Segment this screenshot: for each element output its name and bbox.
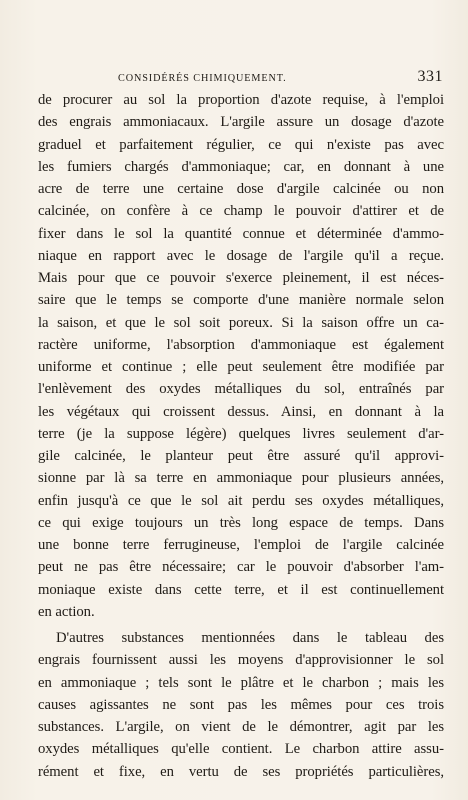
text-line: gile calcinée, le planteur peut être assuré qu'il approvi-	[38, 448, 444, 464]
text-line: enfin jusqu'à ce que le sol ait perdu ses oxydes métalliques,	[38, 492, 444, 509]
text-line: uniforme et continue ; elle peut seulement être modifiée par	[38, 359, 444, 375]
page-number: 331	[417, 68, 443, 85]
text-line: en ammoniaque ; tels sont le plâtre et le charbon ; mais les	[38, 674, 444, 691]
text-line: en action.	[38, 603, 95, 620]
text-line: moniaque existe dans cette terre, et il est continuellement	[38, 581, 444, 598]
text-line: l'enlèvement des oxydes métalliques du sol, entraînés par	[38, 381, 444, 398]
text-line: la saison, et que le sol soit poreux. Si la saison offre un ca-	[38, 314, 444, 331]
running-title: CONSIDÉRÉS CHIMIQUEMENT.	[118, 73, 287, 84]
paragraph-2	[38, 627, 444, 783]
text-line: D'autres substances mentionnées dans le tableau des	[56, 630, 444, 646]
text-line: calcinée, on confère à ce champ le pouvoir d'attirer et de	[38, 203, 444, 220]
text-line: sionne par là sa terre en ammoniaque pour plusieurs années,	[38, 470, 444, 487]
text-line: ractère uniforme, l'absorption d'ammoniaque est également	[38, 336, 444, 353]
text-line: les fumiers chargés d'ammoniaque; car, en donnant à une	[38, 158, 444, 175]
text-line: fixer dans le sol la quantité connue et déterminée d'ammo-	[38, 225, 444, 242]
text-line: terre (je la suppose légère) quelques livres seulement d'ar-	[38, 425, 444, 442]
text-line: de procurer au sol la proportion d'azote requise, à l'emploi	[38, 92, 444, 108]
text-line: saire que le temps se comporte d'une manière normale selon	[38, 292, 444, 309]
text-line: substances. L'argile, on vient de le démontrer, agit par les	[38, 719, 444, 735]
text-line: Mais pour que ce pouvoir s'exerce pleinement, il est néces-	[38, 270, 444, 286]
text-line: niaque en rapport avec le dosage de l'argile qu'il a reçue.	[38, 247, 444, 264]
text-line: les végétaux qui croissent dessus. Ainsi, en donnant à la	[38, 403, 444, 420]
text-line: graduel et parfaitement régulier, ce qui n'existe pas avec	[38, 136, 444, 153]
page-body	[38, 89, 444, 787]
paragraph-1	[38, 89, 444, 623]
text-line: des engrais ammoniacaux. L'argile assure un dosage d'azote	[38, 114, 444, 131]
text-line: causes agissantes ne sont pas les mêmes pour ces trois	[38, 696, 444, 713]
text-line: engrais fournissent aussi les moyens d'approvisionner le sol	[38, 652, 444, 669]
text-line: une bonne terre ferrugineuse, l'emploi de l'argile calcinée	[38, 537, 444, 553]
page-header	[38, 68, 444, 90]
text-line: acre de terre une certaine dose d'argile calcinée ou non	[38, 181, 444, 197]
text-line: rément et fixe, en vertu de ses propriétés particulières,	[38, 763, 444, 780]
text-line: peut ne pas être nécessaire; car le pouvoir d'absorber l'am-	[38, 559, 444, 576]
text-line: ce qui exige toujours un très long espace de temps. Dans	[38, 514, 444, 531]
text-line: oxydes métalliques qu'elle contient. Le charbon attire assu-	[38, 741, 444, 758]
